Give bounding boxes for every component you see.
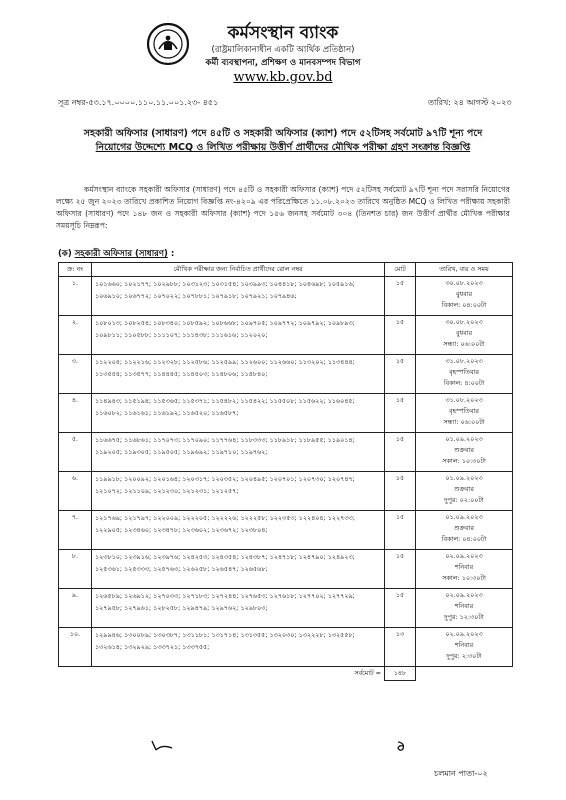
notice-subject (40, 127, 526, 155)
schedule-day: শুক্রবার (454, 485, 474, 493)
header-schedule: তারিখ, বার ও সময় (416, 263, 513, 277)
row-serial: ৪. (59, 394, 92, 433)
row-serial: ৫. (59, 433, 92, 472)
table-row (59, 394, 513, 433)
schedule-time: দুপুর: ২:৩০টা (446, 652, 482, 660)
schedule-time: দুপুর: ০২:০০টা (444, 496, 484, 504)
website-link[interactable]: www.kb.gov.bd (233, 70, 333, 85)
section-suffix: : (167, 249, 175, 259)
row-roll-numbers: ১২১৭৬৯; ১২১৭৯৭; ১২২০০৯; ১২২২০৫; ১২২২২৬; ১২২২৫৮; ১২২৩৫৩; ১২২৪০৪; ১২২৭৩৩; ১২২৯০৫; ১২৩৪৬০; ১২৩৪৭৮; ১২৩৬০২; ১২৩৬৭২; ১২৩৮০৪; (92, 511, 385, 550)
row-schedule (416, 316, 513, 355)
continued-page-note: চলমান পাতা-০২ (434, 769, 488, 778)
schedule-time: সন্ধ্যা: ০৬:০০টা (443, 418, 485, 426)
row-total: ১৫ (385, 589, 416, 628)
section-prefix: (ক) (58, 249, 75, 259)
row-roll-numbers: ১১২২০৪; ১১২২১৬; ১১২৩২৮; ১১২৫৮৬; ১১২৫৯৯; ১১২৬০০; ১১২৬৬০; ১১৩২০২; ১১৩৪৪৪; ১১৩৫৫৪; ১১৩৫৭৭; ১১৪৪৪৫; ১১৪৫০৩; ১১৪৮০৬; ১১৪৮৪০; (92, 355, 385, 394)
signature-mark-right (395, 740, 409, 752)
row-roll-numbers: ১০৮০১৩; ১০৮২৫৪; ১০৮৩৪০; ১০৮৫৯২; ১০৮৬৬৮; ১০৯৭০৫; ১০৯৭৭২; ১০৯৭৯২; ১০৯৮৯৩; ১০৯৮১১; ১১০৫৮৮; ১১১১০৭; ১১১৪৩৮; ১১১৬১৬; ১১২০২০; (92, 316, 385, 355)
grand-total-value: ১৪৮ (385, 667, 416, 681)
row-schedule (416, 433, 513, 472)
row-schedule (416, 472, 513, 511)
table-row (59, 550, 513, 589)
row-roll-numbers: ১২৩৮১০; ১২৩৯১৬; ১২৩৯৭৬; ১২৪২৫৩; ১২৪৩৫৪; ১২৪৩৮৭; ১২৪৭১৮; ১২৪৭৯০; ১২৪৯২৩; ১২৫৩৬১; ১২৫৩৩৩; ১২৫৭৬৩; ১২৬২৫৮; ১২৬৫৪৭; ১২৬৫৬৮; (92, 550, 385, 589)
schedule-day: শনিবার (454, 641, 474, 649)
row-schedule (416, 277, 513, 316)
table-row (59, 277, 513, 316)
org-subtitle: (রাষ্ট্রমালিকানাধীন একটি আর্থিক প্রতিষ্ঠান) (211, 45, 355, 55)
row-total: ১৫ (385, 316, 416, 355)
subject-line-1: সহকারী অফিসার (সাধারণ) পদে ৪৫টি ও সহকারী অফিসার (ক্যাশ) পদে ৫২টিসহ সর্বমোট ৯৭টি শূন্য পদে (83, 128, 483, 139)
schedule-date: ৩১.০৮.২০২৩ (445, 357, 483, 365)
row-schedule (416, 628, 513, 667)
schedule-day: শুক্রবার (454, 524, 474, 532)
grand-total-label: সর্বমোট = (92, 667, 385, 681)
row-total: ১৫ (385, 277, 416, 316)
schedule-time: সকাল: ১০:৩০টা (442, 457, 486, 465)
row-total: ১৫ (385, 433, 416, 472)
table-row (59, 355, 513, 394)
schedule-day: বৃহস্পতিবার (449, 368, 479, 376)
row-serial: ৭. (59, 511, 92, 550)
table-row (59, 316, 513, 355)
row-schedule (416, 394, 513, 433)
memo-number: সূত্র নম্বর-৫৩.১৭.০০০০.১১০.১১.০০১.২৩- ৪৫১ (58, 98, 219, 107)
row-roll-numbers: ১১৯৯১৮; ১২০০৯২; ১২০১৬৪; ১২০৩১৭; ১২০৩৫২; ১২০৪৯৫; ১২০৭০১; ১২০৭৩০; ১২০৭৪৭; ১২১০৭২; ১২১১০৯; ১২১২৩০; ১২১২৩১; ১২১২৫৭; (92, 472, 385, 511)
row-total: ১৫ (385, 511, 416, 550)
section-title: সহকারী অফিসার (সাধারণ) (74, 249, 168, 259)
schedule-date: ০২.০৯.২০২৩ (445, 630, 483, 638)
grand-total-row (59, 667, 513, 681)
row-roll-numbers: ১১৬৬৭৫; ১১৬৮৬১; ১১৭০৭৩; ১১৭০৯০; ১১৭৭৬৪; ১১৮৩৩৩; ১১৮৯১৮; ১১৮৯৫৫; ১১৯০১৪; ১১৯২০৫; ১১৯৩০৫; ১১৯৫০৫; ১১৯৬৯২; ১১৯৭১০; ১১৯৭৬২; (92, 433, 385, 472)
table-row (59, 628, 513, 667)
schedule-date: ৩০.০৮.২০২৩ (445, 279, 483, 287)
row-total: ১৫ (385, 394, 416, 433)
schedule-time: বিকাল: ০৪:০০টা (441, 535, 487, 543)
row-serial: ১. (59, 277, 92, 316)
table-row (59, 433, 513, 472)
schedule-day: বুধবার (455, 329, 473, 337)
viva-schedule-table (58, 262, 513, 681)
row-schedule (416, 589, 513, 628)
row-total: ১৫ (385, 472, 416, 511)
issue-date: তারিখ: ২৪ আগস্ট ২০২৩ (428, 98, 512, 107)
row-serial: ১০. (59, 628, 92, 667)
row-roll-numbers: ১০১৬৬০; ১০২১৭৭; ১০২৯৮৮; ১০৩১২৩; ১০৩১৫৪; ১০৩৯৯৩; ১০৪৪১৮; ১০৪৬৯৮; ১০৫৯১৬; ১০৬৯১০; ১০৬৭৭২; ১০৭০২২; ১০৭৮৮১; ১০৭৯১৮; ১০৭৯২১; ১০৭৯৪৬; (92, 277, 385, 316)
schedule-date: ০২.০৯.২০২৩ (445, 552, 483, 560)
row-serial: ২. (59, 316, 92, 355)
schedule-time: সকাল: ১০:৩০টা (442, 574, 486, 582)
schedule-day: শনিবার (454, 602, 474, 610)
row-roll-numbers: ১১৪৯৪৩; ১১৫১৯৪; ১১৫৩৬৫; ১১৫৩৭১; ১১৫৪৮২; ১১৫৪২২; ১১৫৫০৮; ১১৫৬২২; ১১৬০৪৫; ১১৬০৮২; ১১৬১৬১; ১১৬১৯২; ১১৬৫২০; ১১৬৫৮৭; (92, 394, 385, 433)
schedule-date: ০১.০৯.২০২৩ (445, 435, 483, 443)
row-total: ১৫ (385, 355, 416, 394)
row-total: ১৩ (385, 628, 416, 667)
table-row (59, 511, 513, 550)
schedule-date: ০১.০৯.২০২৩ (445, 474, 483, 482)
notice-body: কর্মসংস্থান ব্যাংকে সহকারী অফিসার (সাধারণ) পদে ৪৫টি ও সহকারী অফিসার (ক্যাশ) পদে ৫২টিসহ সর্বমোট ৯৭টি শূন্য পদে সরাসরি নিয়োগের লক্ষ্যে ২৫ জুন ২০২৩ তারিখে প্রকাশিত নিয়োগ বিজ্ঞপ্তি নং-৪২০৯ এর পরিপ্রেক্ষিতে ১১.০৮.২০২৩ তারিখে অনুষ্ঠিত MCQ ও লিখিত পরীক্ষায় সহকারী অফিসার (সাধারণ) পদে ১৪৮ জন ও সহকারী অফিসার (ক্যাশ) পদে ১৫৬ জনসহ সর্বমোট ৩০৪ (তিনশত চার) জন উত্তীর্ণ প্রার্থীর মৌখিক পরীক্ষার সময়সূচি নিম্নরূপ: (56, 185, 510, 230)
table-row (59, 589, 513, 628)
row-serial: ৬. (59, 472, 92, 511)
schedule-date: ০১.০৯.২০২৩ (445, 513, 483, 521)
subject-line-2: নিয়োগের উদ্দেশ্যে MCQ ও লিখিত পরীক্ষায় উত্তীর্ণ প্রার্থীদের মৌখিক পরীক্ষা গ্রহণ সংক্রান্ত বিজ্ঞপ্তি (95, 142, 471, 153)
row-schedule (416, 511, 513, 550)
section-heading (58, 247, 174, 261)
table-header-row (59, 263, 513, 277)
row-serial: ৯. (59, 589, 92, 628)
schedule-date: ০২.০৯.২০২৩ (445, 591, 483, 599)
schedule-time: সন্ধ্যা: ০৬:০০টা (443, 340, 485, 348)
header-serial: ক্র: নং (59, 263, 92, 277)
schedule-day: শুক্রবার (454, 446, 474, 454)
division-name: কর্মী ব্যবস্থাপনা, প্রশিক্ষণ ও মানবসম্পদ বিভাগ (205, 58, 361, 68)
row-schedule (416, 550, 513, 589)
schedule-day: বুধবার (455, 290, 473, 298)
schedule-date: ৩০.০৮.২০২৩ (445, 318, 483, 326)
schedule-day: শনিবার (454, 563, 474, 571)
header-rolls: মৌখিক পরীক্ষার জন্য নির্বাচিত প্রার্থীদের রোল নম্বর (92, 263, 385, 277)
schedule-time: বিকাল: ৪:০০টা (443, 379, 485, 387)
row-serial: ৮. (59, 550, 92, 589)
schedule-day: বৃহস্পতিবার (449, 407, 479, 415)
row-schedule (416, 355, 513, 394)
row-roll-numbers: ১২৯৯৪৬; ১৩০০৮৯; ১৩০৩৮৭; ১৩১১৮১; ১৩১৭১৪; ১৩১৩৫৫; ১৩২০৩০; ১৩২২২৮; ১৩২৫৫৮; ১৩২৬১৪; ১৩২৯২৯; ১৩৩৭২১; ১৩৩৭৫৫; (92, 628, 385, 667)
schedule-time: বিকাল: ০৪:০০টা (441, 301, 487, 309)
row-serial: ৩. (59, 355, 92, 394)
row-roll-numbers: ১২৬৫৮৯; ১২৬৯১২; ১২৭০৩৩; ১২৭১৮৩; ১২৭২৪৪; ১২৭৬৫৩; ১২৭৬১৮; ১২৭৭০২; ১২৭৭২৯; ১২৭৯৫৮; ১২৭৯৬১; ১২৮২৫৮; ১২৯৪৭৯; ১২৯৭৬২; ১২৯৮০৩; (92, 589, 385, 628)
header-total: মোট (385, 263, 416, 277)
org-name: কর্মসংস্থান ব্যাংক (227, 23, 339, 43)
signature-mark-left (150, 738, 174, 752)
schedule-date: ৩১.০৮.২০২৩ (445, 396, 483, 404)
row-total: ১৫ (385, 550, 416, 589)
table-row (59, 472, 513, 511)
schedule-time: দুপুর: ১২:৩০টা (444, 613, 484, 621)
